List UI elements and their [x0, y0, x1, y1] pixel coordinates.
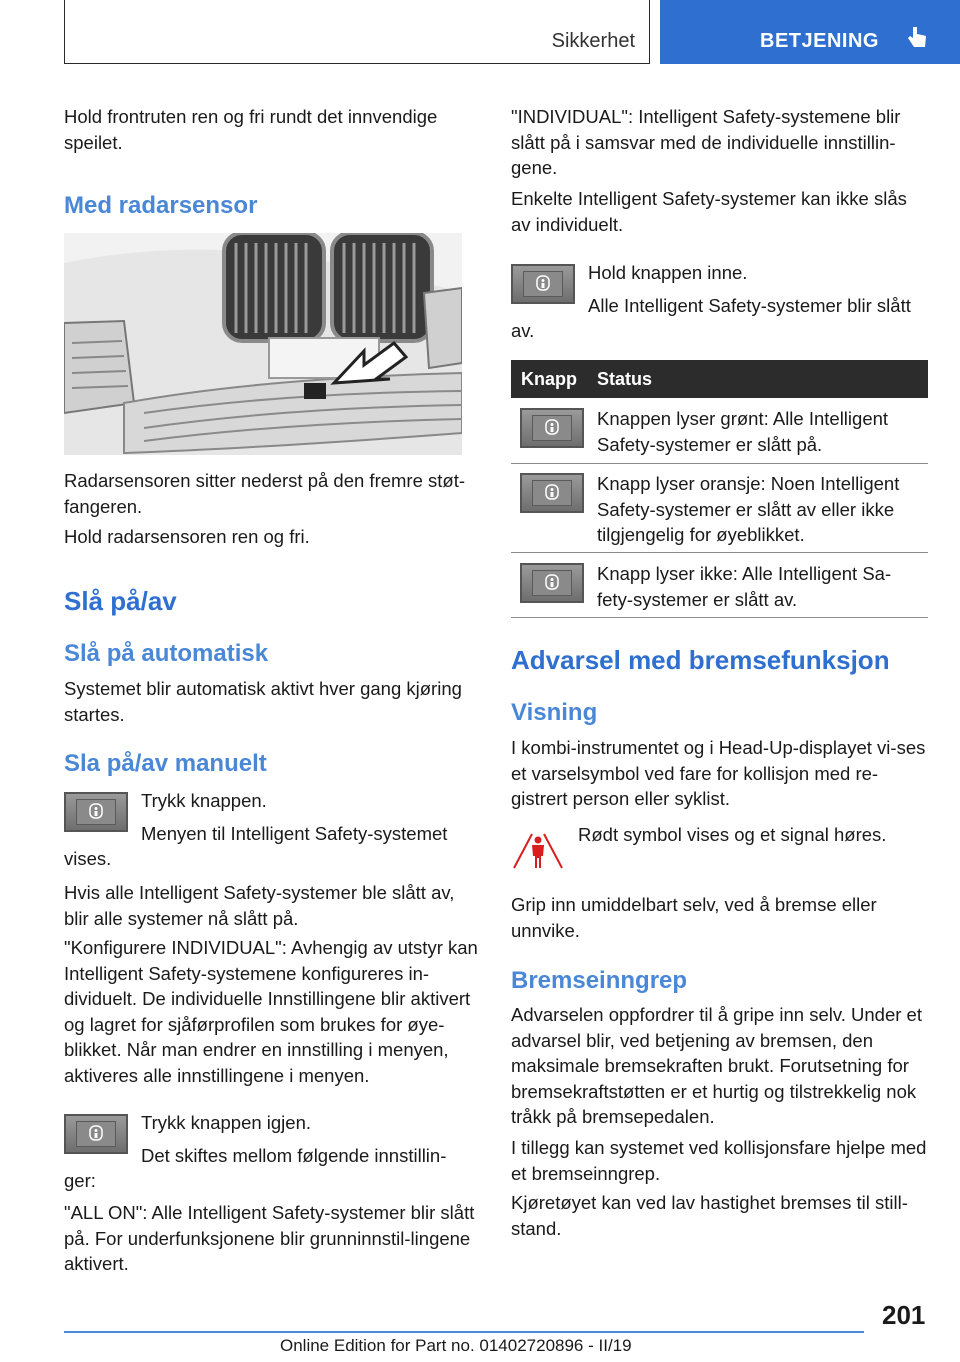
table-row-button-orange [520, 473, 584, 513]
display-paragraph: I kombi-instrumentet og i Head-Up-displayet vi-ses et varselsymbol ved fare for kollisjon med re-gistrert person eller syklist. [511, 737, 926, 809]
table-row: Knapp lyser ikke: Alle Intelligent Sa-fety-systemer er slått av. [597, 563, 892, 610]
table-divider [511, 463, 928, 464]
all-systems-paragraph: Hvis alle Intelligent Safety-systemer ble slått av, blir alle systemer nå slått på. [64, 882, 455, 929]
heading-manual: Sla på/av manuelt [64, 750, 267, 777]
footer-edition: Online Edition for Part no. 01402720896 - II/19 [280, 1336, 632, 1355]
heading-auto-on: Slå på automatisk [64, 640, 269, 667]
status-table-header [511, 360, 928, 398]
table-row: Knappen lyser grønt: Alle Intelligent Safety-systemer er slått på. [597, 408, 889, 455]
brake-paragraph-2: I tillegg kan systemet ved kollisjonsfare hjelpe med et bremseinngrep. [511, 1137, 927, 1184]
step2-line-b: Det skiftes mellom følgende innstillin- [141, 1145, 447, 1166]
safety-button-image [64, 792, 128, 832]
page-number: 201 [882, 1300, 926, 1330]
table-col-status: Status [597, 369, 653, 389]
header-section-box [64, 0, 650, 64]
heading-radar-sensor: Med radarsensor [64, 192, 258, 219]
intro-paragraph: Hold frontruten ren og fri rundt det innvendige speilet. [64, 106, 438, 153]
heading-brake-intervention: Bremseinngrep [511, 967, 688, 994]
heading-brake-warning: Advarsel med bremsefunksjon [511, 645, 890, 675]
step1-line-a: Trykk knappen. [141, 790, 267, 811]
brake-paragraph-1: Advarselen oppfordrer til å gripe inn selv. Under et advarsel blir, ved betjening av bremsen, den maksimale bremsekraften brukt. Forutsetning for bremsekraftstøtten er et hurtig og tilstrekkelig nok tråkk på bremsepedalen. [511, 1004, 922, 1127]
single-systems-paragraph: Enkelte Intelligent Safety-systemer kan ikke slås av individuelt. [511, 188, 907, 235]
radar-sensor-image [64, 233, 462, 455]
safety-system-icon [535, 275, 551, 291]
header-chapter-box [660, 0, 960, 64]
brake-paragraph-3: Kjøretøyet kan ved lav hastighet bremses til still-stand. [511, 1192, 908, 1239]
red-symbol-text: Rødt symbol vises og et signal høres. [578, 824, 887, 845]
table-row-button-off [520, 563, 584, 603]
intervene-paragraph: Grip inn umiddelbart selv, ved å bremse eller unnvike. [511, 894, 877, 941]
auto-on-paragraph: Systemet blir automatisk aktivt hver gang kjøring startes. [64, 678, 462, 725]
header-chapter-title: BETJENING [760, 30, 879, 52]
step1-line-b: Menyen til Intelligent Safety-systemet [141, 823, 448, 844]
hold-line-c: av. [511, 320, 535, 341]
configure-paragraph: "Konfigurere INDIVIDUAL": Avhengig av utstyr kan Intelligent Safety-systemene konfigureres in-dividuelt. De individuelle Innstillingene blir aktivert og lagret for sjåførprofilen som brukes for øye-blikket. Når man endrer en innstilling i menyen, aktiveres alle innstillingene i menyen. [64, 937, 478, 1086]
step2-line-a: Trykk knappen igjen. [141, 1112, 312, 1133]
step2-line-c: ger: [64, 1170, 96, 1191]
table-col-button: Knapp [521, 369, 577, 389]
safety-system-icon [88, 803, 104, 819]
table-divider [511, 552, 928, 553]
safety-system-icon [88, 1125, 104, 1141]
safety-system-icon [544, 419, 560, 435]
safety-button-image-2 [64, 1114, 128, 1154]
table-divider [511, 617, 928, 618]
table-row: Knapp lyser oransje: Noen Intelligent Safety-systemer er slått av eller ikke tilgjengelig for øyeblikket. [597, 473, 900, 545]
header-section-title: Sikkerhet [551, 30, 635, 52]
hand-pointer-icon [904, 24, 930, 50]
footer-divider [64, 1331, 864, 1333]
heading-display: Visning [511, 699, 598, 726]
hold-line-b: Alle Intelligent Safety-systemer blir slått [588, 295, 911, 316]
heading-on-off: Slå på/av [64, 586, 177, 616]
radar-paragraph-2: Hold radarsensoren ren og fri. [64, 526, 310, 547]
safety-system-icon [544, 484, 560, 500]
safety-button-image-3 [511, 264, 575, 304]
individual-paragraph: "INDIVIDUAL": Intelligent Safety-systemene blir slått på i samsvar med de individuelle innstillin-gene. [511, 106, 901, 178]
step1-line-c: vises. [64, 848, 112, 869]
collision-warning-icon [510, 828, 566, 872]
safety-system-icon [544, 574, 560, 590]
hold-line-a: Hold knappen inne. [588, 262, 748, 283]
table-row-button-green [520, 408, 584, 448]
radar-paragraph-1: Radarsensoren sitter nederst på den fremre støt-fangeren. [64, 470, 466, 517]
all-on-paragraph: "ALL ON": Alle Intelligent Safety-systemer blir slått på. For underfunksjonene blir grunninnstil-lingene aktivert. [64, 1202, 475, 1274]
